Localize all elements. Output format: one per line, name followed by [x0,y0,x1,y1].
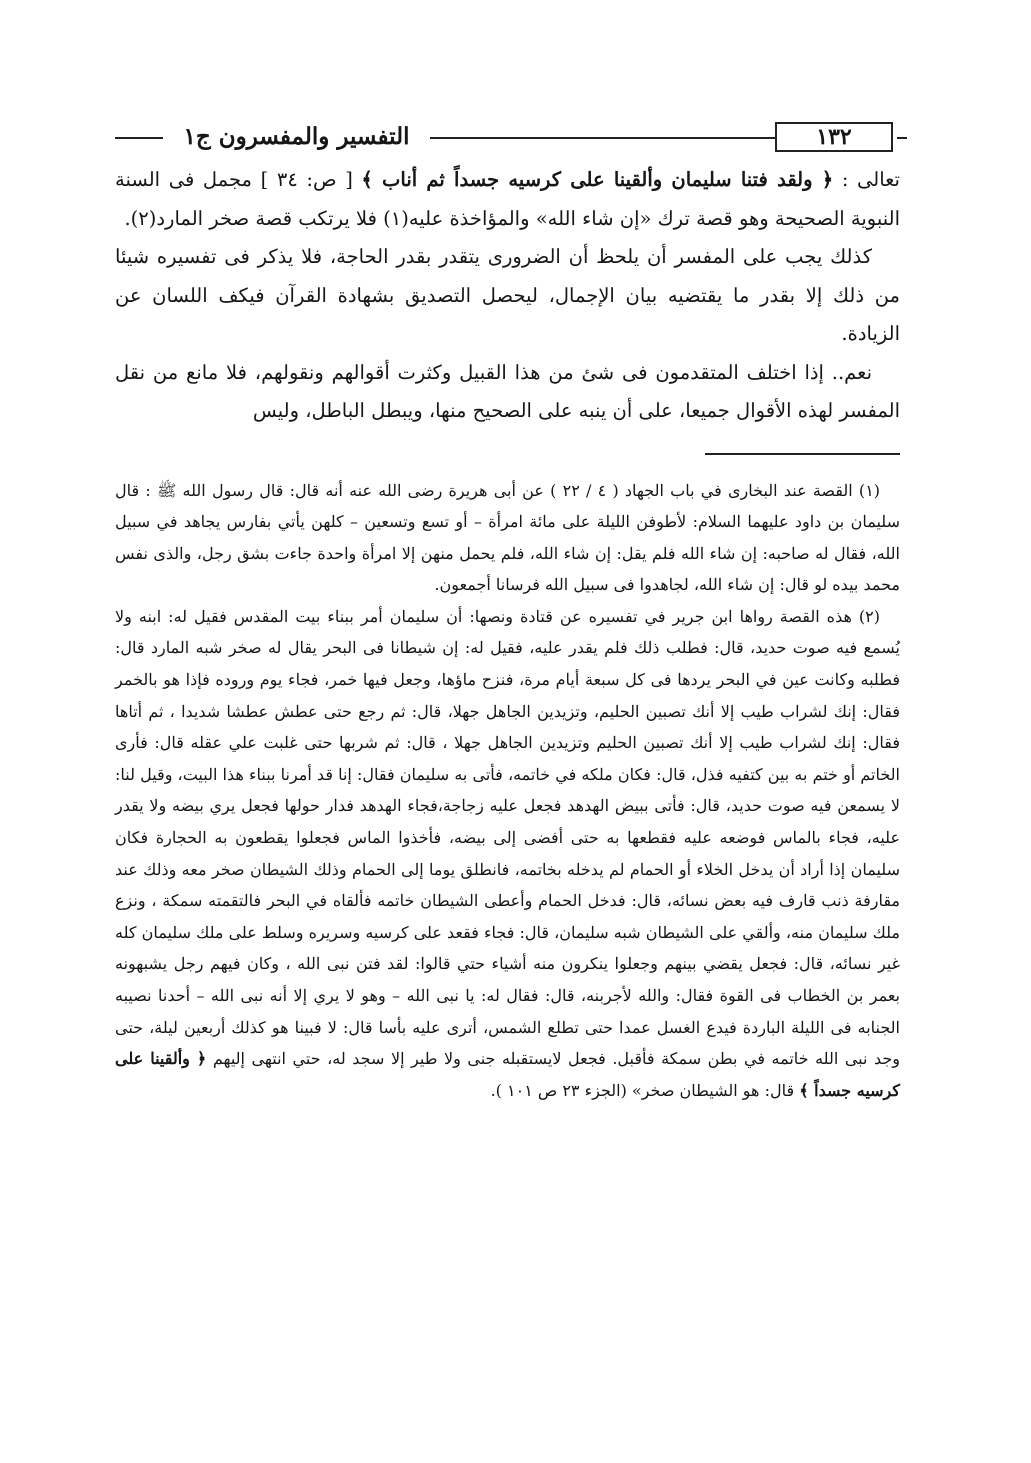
footnote-1: (١) القصة عند البخارى في باب الجهاد ( ٤ / ٢٢ ) عن أبى هريرة رضى الله عنه أنه قال: قال رسول الله ﷺ : قال سليمان بن داود عليهما السلام: لأطوفن الليلة على مائة امرأة – أو تسع وتسعين – كلهن يأتي بفارس يجاهد في سبيل الله، فقال له صاحبه: إن شاء الله فلم يقل: إن شاء الله، فلم يحمل منهن إلا امرأة واحدة جاءت بشق رجل، والذى نفس محمد بيده لو قال: إن شاء الله، لجاهدوا فى سبيل الله فرسانا أجمعون. [115,480,901,595]
footnote-2-end: قال: هو الشيطان صخر» (الجزء ٢٣ ص ١٠١ ). [490,1080,795,1100]
header-rule-middle [430,137,775,139]
header-rule-right [897,137,907,139]
page-number: ١٣٢ [775,122,893,152]
footnote-2-text: (٢) هذه القصة رواها ابن جرير في تفسيره عن قتادة ونصها: أن سليمان أمر ببناء بيت المقدس فقيل له: ابنه ولا يُسمع فيه صوت حديد، قال: فطلب ذلك فلم يقدر عليه، فقيل له: إن شيطانا فى البحر يقال له صخر شبه المارد قال: فطلبه وكانت عين في البحر يردها فى كل سبعة أيام مرة، فنزح ماؤها، وجعل فيها خمر، فجاء يوم وروده فإذا هو بالخمر فقال: إنك لشراب طيب إلا أنك تصبين الحليم، وتزيدين الجاهل جهلا، قال: ثم رجع حتى عطش عطشا شديدا ، ثم أتاها فقال: إنك لشراب طيب إلا أنك تصبين الحليم وتزيدين الجاهل جهلا ، قال: ثم شربها حتى غلبت علي عقله قال: فأرى الخاتم أو ختم به بين كتفيه فذل، قال: فكان ملكه في خاتمه، فأتى به سليمان فقال: إنا قد أمرنا ببناء هذا البيت، وقيل لنا: لا يسمعن فيه صوت حديد، قال: فأتى ببيض الهدهد فجعل عليه زجاجة،فجاء الهدهد فدار حولها فجعل يري بيضه ولا يقدر عليه، فجاء بالماس فوضعه عليه فقطعها به حتى أفضى إلى بيضه، فأخذوا الماس فجعلوا يقطعون به الحجارة فكان سليمان إذا أراد أن يدخل الخلاء أو الحمام لم يدخله بخاتمه، فانطلق يوما إلى الحمام وذلك الشيطان صخر معه وذلك عند مقارفة ذنب قارف فيه بعض نسائه، قال: فدخل الحمام وأعطى الشيطان خاتمه فألقاه في البحر فالتقمته سمكة ، ونزع ملك سليمان منه، وألقي على الشيطان شبه سليمان، قال: فجاء فقعد على كرسيه وسريره وسلط على ملك سليمان كله غير نسائه، قال: فجعل يقضي بينهم وجعلوا ينكرون منه أشياء حتي قالوا: لقد فتن نبى الله ، وكان فيهم رجل يشبهونه بعمر بن الخطاب فى القوة فقال: والله لأجربنه، قال: فقال له: يا نبى الله – وهو لا يري إلا أنه نبى الله – أحدنا نصيبه الجنابه فى الليلة الباردة فيدع الغسل عمدا حتى تطلع الشمس، أترى عليه بأسا قال: لا فبينا هو كذلك أربعين ليلة، حتى وجد نبى الله خاتمه في بطن سمكة فأقبل. فجعل لايستقبله جنى ولا طير إلا سجد له، حتي انتهى إليهم [115,606,901,1069]
quran-verse: ﴿ ولقد فتنا سليمان وألقينا على كرسيه جسداً ثم أناب ﴾ [361,168,834,191]
running-title: التفسير والمفسرون ج١ [183,123,410,150]
page-header [115,118,900,158]
paragraph-2: كذلك يجب على المفسر أن يلحظ أن الضرورى يتقدر بقدر الحاجة، فلا يذكر فى تفسيره شيئا من ذلك إلا بقدر ما يقتضيه بيان الإجمال، ليحصل التصديق بشهادة القرآن فيكف اللسان عن الزيادة. [115,245,900,345]
header-rule-left [115,137,163,139]
book-page [115,118,900,1106]
paragraph-3: نعم.. إذا اختلف المتقدمون فى شئ من هذا القبيل وكثرت أقوالهم ونقولهم، فلا مانع من نقل المفسر لهذه الأقوال جميعا، على أن ينبه على الصحيح منها، ويبطل الباطل، وليس [115,360,900,422]
footnotes [115,475,900,1107]
footnote-separator [705,453,900,455]
paragraph-1-rest: [ ص: ٣٤ ] مجمل فى السنة النبوية الصحيحة وهو قصة ترك «إن شاء الله» والمؤاخذة عليه(١) فلا يرتكب قصة صخر المارد(٢). [115,168,900,230]
paragraph-1-lead: تعالى : [841,168,900,191]
footnote-2-quran-verse: ﴿ وألقينا على كرسيه جسداً ﴾ [115,1049,900,1100]
main-text [115,161,900,431]
paragraph-1 [115,161,900,238]
footnote-2 [115,601,900,1107]
